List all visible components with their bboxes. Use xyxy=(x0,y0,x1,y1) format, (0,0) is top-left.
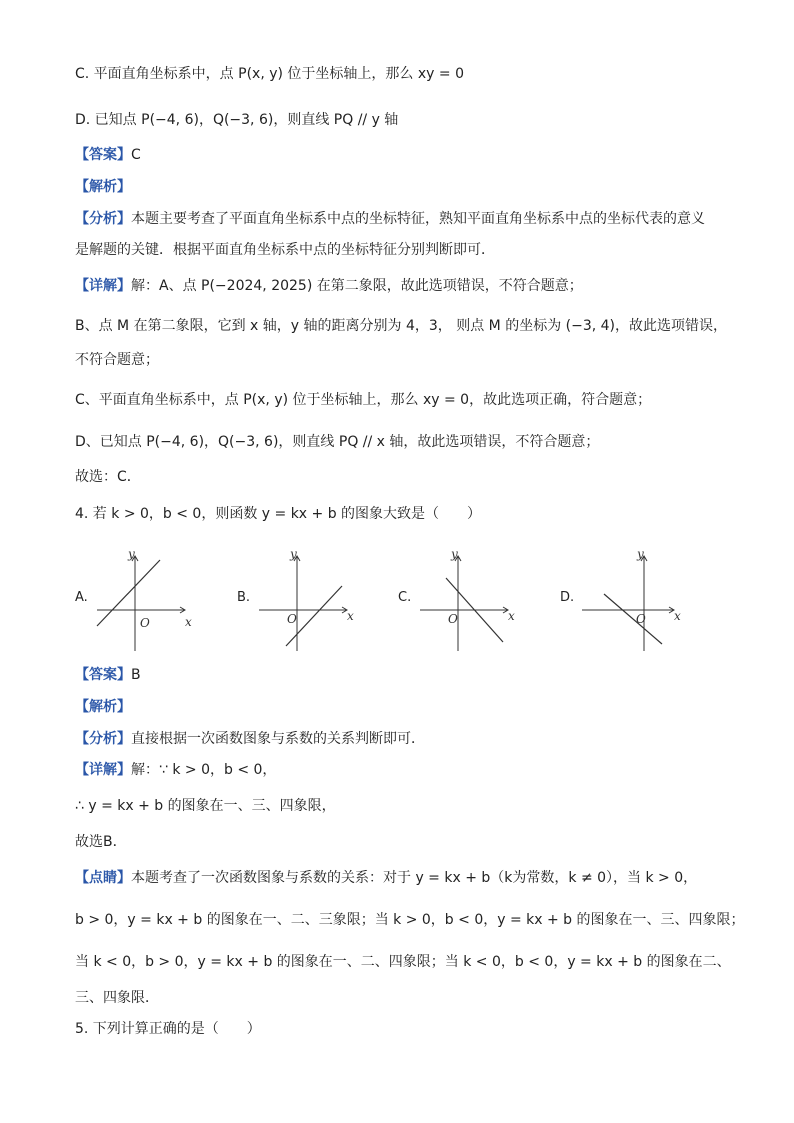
graph-option-d[interactable] xyxy=(560,548,740,653)
function-line xyxy=(604,594,662,644)
function-line xyxy=(97,560,160,626)
xiangjie-tag: 【详解】 xyxy=(75,762,131,778)
xiangjie-text-1: 解：A、点 P(−2024, 2025) 在第二象限，故此选项错误，不符合题意； xyxy=(131,278,583,294)
graph-c-svg xyxy=(420,548,578,653)
xiangjie-line-6 xyxy=(75,760,276,780)
x-label: x xyxy=(674,609,681,623)
xiangjie-line-7: ∴ y = kx + b 的图象在一、三、四象限， xyxy=(75,798,336,814)
graph-option-a[interactable] xyxy=(75,548,255,653)
dianjing-tag: 【点睛】 xyxy=(75,870,131,886)
y-label: y xyxy=(637,547,644,561)
xiangjie-tag: 【详解】 xyxy=(75,278,131,294)
conclusion-line-2: 故选B． xyxy=(75,834,127,850)
origin-label: O xyxy=(448,612,458,626)
option-label: A. xyxy=(75,590,88,605)
dianjing-text-1: 本题考查了一次函数图象与系数的关系：对于 y = kx + b（k为常数，k ≠ 0），当 k > 0， xyxy=(131,870,698,886)
option-label: B. xyxy=(237,590,251,605)
graph-d-svg xyxy=(582,548,740,653)
graph-b-svg xyxy=(259,548,417,653)
dianjing-line-2: b > 0，y = kx + b 的图象在一、二、三象限；当 k > 0，b < 0，y = kx + b 的图象在一、三、四象限； xyxy=(75,912,745,928)
dianjing-line-1 xyxy=(75,868,697,888)
xiangjie-line-2: B、点 M 在第二象限，它到 x 轴，y 轴的距离分别为 4，3， 则点 M 的坐标为 (−3, 4)，故此选项错误， xyxy=(75,318,728,334)
answer-tag: 【答案】 xyxy=(75,667,131,683)
fenxi-line-2: 是解题的关键．根据平面直角坐标系中点的坐标特征分别判断即可． xyxy=(75,242,495,258)
y-label: y xyxy=(128,547,135,561)
option-label: C. xyxy=(398,590,412,605)
origin-label: O xyxy=(140,616,150,630)
option-c-line: C. 平面直角坐标系中，点 P(x, y) 位于坐标轴上，那么 xy = 0 xyxy=(75,66,464,82)
answer-tag: 【答案】 xyxy=(75,147,131,163)
origin-label: O xyxy=(636,612,646,626)
analysis-heading-2: 【解析】 xyxy=(75,699,131,715)
conclusion-line: 故选：C． xyxy=(75,469,141,485)
xiangjie-text-6: 解：∵ k > 0，b < 0， xyxy=(131,762,277,778)
graph-a-svg xyxy=(97,548,255,653)
graph-option-b[interactable] xyxy=(237,548,417,653)
xiangjie-line-5: D、已知点 P(−4, 6)，Q(−3, 6)，则直线 PQ // x 轴，故此选项错误，不符合题意； xyxy=(75,434,600,450)
dianjing-line-4: 三、四象限． xyxy=(75,990,159,1006)
x-label: x xyxy=(508,609,515,623)
option-label: D. xyxy=(560,590,575,605)
fenxi-line-3 xyxy=(75,729,425,749)
option-d-line: D. 已知点 P(−4, 6)，Q(−3, 6)，则直线 PQ // y 轴 xyxy=(75,112,399,128)
x-label: x xyxy=(347,609,354,623)
fenxi-text-1: 本题主要考查了平面直角坐标系中点的坐标特征，熟知平面直角坐标系中点的坐标代表的意义 xyxy=(131,211,705,227)
y-label: y xyxy=(290,547,297,561)
answer-value: B xyxy=(131,667,141,683)
xiangjie-line-3: 不符合题意； xyxy=(75,352,159,368)
dianjing-line-3: 当 k < 0，b > 0，y = kx + b 的图象在一、二、四象限；当 k < 0，b < 0，y = kx + b 的图象在二、 xyxy=(75,954,731,970)
xiangjie-line-1 xyxy=(75,276,583,296)
origin-label: O xyxy=(287,612,297,626)
fenxi-tag: 【分析】 xyxy=(75,211,131,227)
fenxi-line-1 xyxy=(75,209,705,229)
question-4: 4. 若 k > 0，b < 0，则函数 y = kx + b 的图象大致是（ ） xyxy=(75,506,482,522)
analysis-heading: 【解析】 xyxy=(75,179,131,195)
x-label: x xyxy=(185,615,192,629)
xiangjie-line-4: C、平面直角坐标系中，点 P(x, y) 位于坐标轴上，那么 xy = 0，故此选项正确，符合题意； xyxy=(75,392,652,408)
y-label: y xyxy=(451,547,458,561)
graph-option-c[interactable] xyxy=(398,548,578,653)
fenxi-tag: 【分析】 xyxy=(75,731,131,747)
answer-line-2 xyxy=(75,665,141,685)
question-5: 5. 下列计算正确的是（ ） xyxy=(75,1021,261,1037)
answer-line xyxy=(75,145,141,165)
answer-value: C xyxy=(131,147,141,163)
fenxi-text-2: 直接根据一次函数图象与系数的关系判断即可． xyxy=(131,731,425,747)
